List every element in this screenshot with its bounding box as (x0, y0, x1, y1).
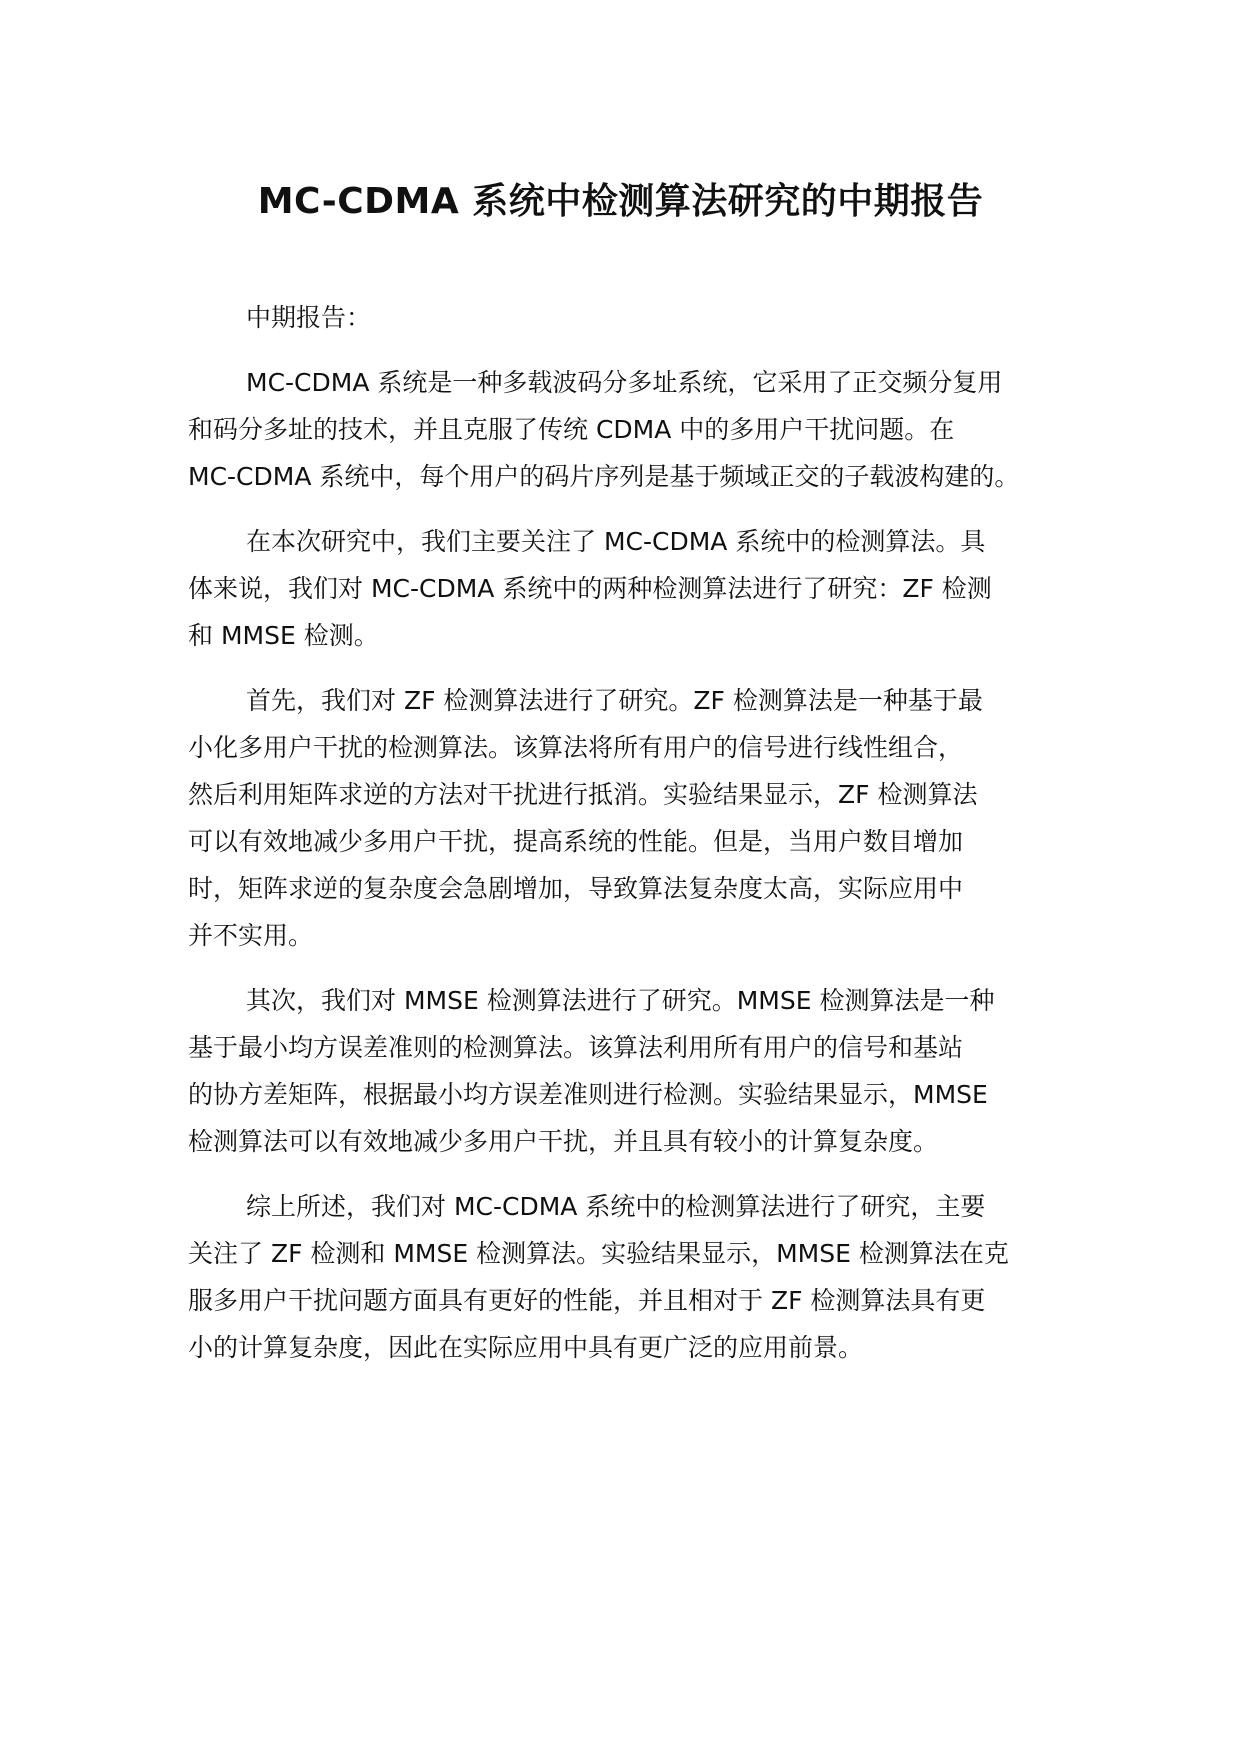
paragraph-line: 的协方差矩阵，根据最小均方误差准则进行检测。实验结果显示，MMSE (188, 1080, 988, 1109)
paragraph-line: 基于最小均方误差准则的检测算法。该算法利用所有用户的信号和基站 (188, 1033, 964, 1062)
document-body (188, 294, 1088, 1389)
paragraph-line: 服多用户干扰问题方面具有更好的性能，并且相对于 ZF 检测算法具有更 (188, 1286, 986, 1315)
paragraph-line: 在本次研究中，我们主要关注了 MC-CDMA 系统中的检测算法。具 (246, 527, 986, 556)
paragraph-line: 关注了 ZF 检测和 MMSE 检测算法。实验结果显示，MMSE 检测算法在克 (188, 1239, 1009, 1268)
paragraph-line: 可以有效地减少多用户干扰，提高系统的性能。但是，当用户数目增加 (188, 827, 964, 856)
paragraph-intro (188, 359, 1088, 500)
paragraph-line: 并不实用。 (188, 921, 314, 950)
paragraph-line: 和 MMSE 检测。 (188, 621, 379, 650)
paragraph-line: 和码分多址的技术，并且克服了传统 CDMA 中的多用户干扰问题。在 (188, 415, 955, 444)
paragraph-line: MC-CDMA 系统中，每个用户的码片序列是基于频域正交的子载波构建的。 (188, 462, 1020, 491)
paragraph-mmse-detection (188, 977, 1088, 1165)
paragraph-line: 体来说，我们对 MC-CDMA 系统中的两种检测算法进行了研究：ZF 检测 (188, 574, 992, 603)
paragraph-line: 时，矩阵求逆的复杂度会急剧增加，导致算法复杂度太高，实际应用中 (188, 874, 964, 903)
paragraph-line: 小的计算复杂度，因此在实际应用中具有更广泛的应用前景。 (188, 1333, 864, 1362)
paragraph-line: 首先，我们对 ZF 检测算法进行了研究。ZF 检测算法是一种基于最 (246, 686, 983, 715)
paragraph-line: MC-CDMA 系统是一种多载波码分多址系统，它采用了正交频分复用 (246, 368, 1003, 397)
section-heading: 中期报告： (246, 303, 372, 332)
paragraph-line: 综上所述，我们对 MC-CDMA 系统中的检测算法进行了研究，主要 (246, 1192, 986, 1221)
paragraph-line: 小化多用户干扰的检测算法。该算法将所有用户的信号进行线性组合， (188, 733, 964, 762)
paragraph-conclusion (188, 1183, 1088, 1371)
document-title: MC-CDMA 系统中检测算法研究的中期报告 (257, 181, 984, 222)
paragraph-line: 然后利用矩阵求逆的方法对干扰进行抵消。实验结果显示，ZF 检测算法 (188, 780, 978, 809)
paragraph-line: 检测算法可以有效地减少多用户干扰，并且具有较小的计算复杂度。 (188, 1127, 939, 1156)
paragraph-zf-detection (188, 677, 1088, 959)
paragraph-line: 其次，我们对 MMSE 检测算法进行了研究。MMSE 检测算法是一种 (246, 986, 995, 1015)
paragraph-research-focus (188, 518, 1088, 659)
